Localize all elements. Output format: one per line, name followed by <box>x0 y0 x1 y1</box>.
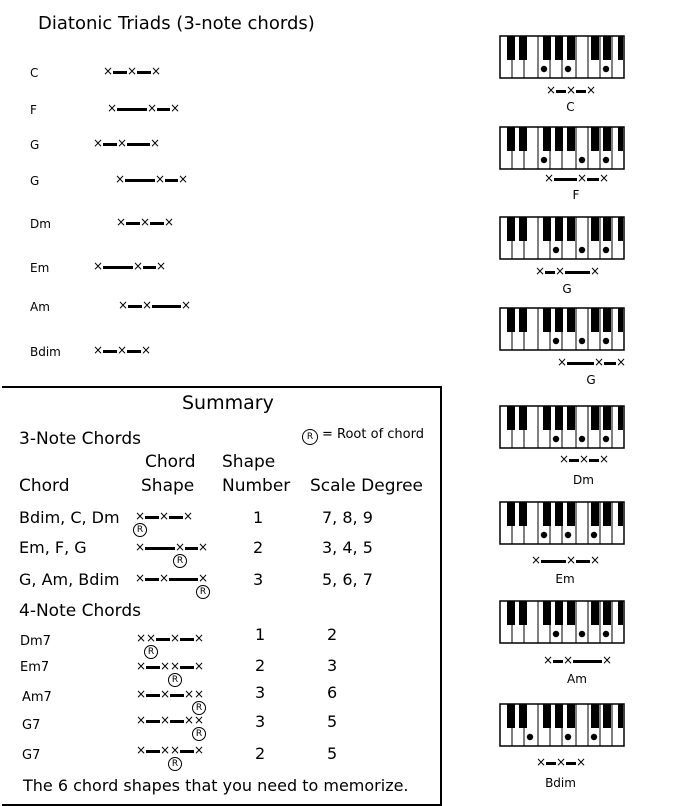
x-mark-icon: × <box>542 653 554 667</box>
x-mark-icon: × <box>158 571 170 585</box>
shape-connector <box>545 271 555 274</box>
page-title: Diatonic Triads (3-note chords) <box>38 13 315 34</box>
triad-label: Bdim <box>30 345 61 359</box>
x-mark-icon: × <box>92 343 104 357</box>
shape-connector <box>554 178 577 181</box>
x-mark-icon: × <box>106 101 118 115</box>
triad-label: G <box>30 138 40 152</box>
x-mark-icon: × <box>565 553 577 567</box>
shape-connector <box>589 459 599 462</box>
shape-connector <box>587 178 599 181</box>
shape-connector <box>103 350 117 353</box>
root-marker-icon: R <box>168 673 182 687</box>
keyboard-chord-label: Dm <box>573 473 594 487</box>
x-mark-icon: × <box>585 83 597 97</box>
col-shape-number-2: Number <box>222 476 291 496</box>
shape-connector <box>573 660 602 663</box>
keyboard-diagram <box>499 216 625 260</box>
x-mark-icon: × <box>146 101 158 115</box>
shape-connector <box>556 90 566 93</box>
x-mark-icon: × <box>135 687 147 701</box>
shape-connector <box>103 266 133 269</box>
x-mark-icon: × <box>183 687 195 701</box>
col-chord: Chord <box>19 476 70 496</box>
keyboard-chord-label: G <box>586 373 596 387</box>
summary-footer: The 6 chord shapes that you need to memorize. <box>23 776 409 795</box>
four-row-number: 3 <box>255 683 266 702</box>
x-mark-icon: × <box>145 631 157 645</box>
shape-connector <box>566 762 576 765</box>
four-row-degree: 5 <box>327 712 338 731</box>
four-row-degree: 5 <box>327 744 338 763</box>
x-mark-icon: × <box>135 631 147 645</box>
x-mark-icon: × <box>565 83 577 97</box>
x-mark-icon: × <box>556 355 568 369</box>
x-mark-icon: × <box>534 264 546 278</box>
x-mark-icon: × <box>562 653 574 667</box>
x-mark-icon: × <box>615 355 627 369</box>
four-row-number: 2 <box>255 744 266 763</box>
four-row-number: 2 <box>255 656 266 675</box>
root-symbol-icon: R <box>302 429 318 445</box>
three-note-heading: 3-Note Chords <box>19 429 141 449</box>
x-mark-icon: × <box>598 452 610 466</box>
shape-connector <box>127 350 141 353</box>
shape-connector <box>541 560 566 563</box>
keyboard-chord-label: F <box>572 188 580 202</box>
three-row-number: 2 <box>253 538 264 557</box>
x-mark-icon: × <box>117 298 129 312</box>
x-mark-icon: × <box>92 259 104 273</box>
x-mark-icon: × <box>159 713 171 727</box>
x-mark-icon: × <box>150 64 162 78</box>
keyboard-diagram <box>499 703 625 747</box>
shape-connector <box>565 271 590 274</box>
x-mark-icon: × <box>135 713 147 727</box>
three-row-chord: Bdim, C, Dm <box>19 508 120 527</box>
shape-connector <box>567 362 594 365</box>
shape-connector <box>137 71 151 74</box>
x-mark-icon: × <box>134 509 146 523</box>
x-mark-icon: × <box>197 571 209 585</box>
three-row-degree: 5, 6, 7 <box>322 570 373 589</box>
four-row-chord: G7 <box>22 718 41 733</box>
x-mark-icon: × <box>102 64 114 78</box>
keyboard-diagram <box>499 35 625 79</box>
keyboard-chord-label: Em <box>555 572 575 586</box>
shape-connector <box>576 560 590 563</box>
keyboard-diagram <box>499 405 625 449</box>
x-mark-icon: × <box>163 215 175 229</box>
shape-connector <box>127 143 150 146</box>
x-mark-icon: × <box>197 540 209 554</box>
keyboard-diagram <box>499 307 625 351</box>
four-row-degree: 2 <box>327 625 338 644</box>
three-row-number: 3 <box>253 570 264 589</box>
shape-connector <box>113 71 127 74</box>
x-mark-icon: × <box>545 83 557 97</box>
x-mark-icon: × <box>180 298 192 312</box>
x-mark-icon: × <box>193 659 205 673</box>
three-row-degree: 7, 8, 9 <box>322 508 373 527</box>
x-mark-icon: × <box>115 215 127 229</box>
four-row-chord: Dm7 <box>20 634 51 649</box>
shape-connector <box>157 108 170 111</box>
x-mark-icon: × <box>159 659 171 673</box>
x-mark-icon: × <box>132 259 144 273</box>
root-marker-icon: R <box>196 585 210 599</box>
shape-connector <box>576 90 586 93</box>
shape-connector <box>569 459 579 462</box>
x-mark-icon: × <box>193 743 205 757</box>
x-mark-icon: × <box>578 452 590 466</box>
triad-label: F <box>30 103 37 117</box>
root-marker-icon: R <box>192 727 206 741</box>
four-row-chord: Am7 <box>22 690 52 705</box>
keyboard-diagram <box>499 501 625 545</box>
x-mark-icon: × <box>543 171 555 185</box>
shape-connector <box>125 179 155 182</box>
x-mark-icon: × <box>141 298 153 312</box>
col-shape-number-1: Shape <box>222 452 276 472</box>
four-row-degree: 6 <box>327 683 338 702</box>
x-mark-icon: × <box>169 659 181 673</box>
x-mark-icon: × <box>149 136 161 150</box>
x-mark-icon: × <box>169 631 181 645</box>
three-row-degree: 3, 4, 5 <box>322 538 373 557</box>
keyboard-chord-label: Am <box>567 672 587 686</box>
x-mark-icon: × <box>155 259 167 273</box>
triad-label: Dm <box>30 217 51 231</box>
x-mark-icon: × <box>158 509 170 523</box>
root-legend: = Root of chord <box>322 427 424 442</box>
x-mark-icon: × <box>114 172 126 186</box>
triad-label: Em <box>30 261 50 275</box>
shape-connector <box>553 660 563 663</box>
keyboard-diagram <box>499 600 625 644</box>
keyboard-diagram <box>499 126 625 170</box>
triad-label: Am <box>30 300 50 314</box>
four-row-number: 3 <box>255 712 266 731</box>
keyboard-chord-label: C <box>566 100 575 114</box>
x-mark-icon: × <box>134 571 146 585</box>
shape-connector <box>143 266 156 269</box>
x-mark-icon: × <box>135 659 147 673</box>
x-mark-icon: × <box>182 509 194 523</box>
x-mark-icon: × <box>92 136 104 150</box>
x-mark-icon: × <box>134 540 146 554</box>
x-mark-icon: × <box>535 755 547 769</box>
shape-connector <box>546 762 556 765</box>
x-mark-icon: × <box>576 171 588 185</box>
x-mark-icon: × <box>159 687 171 701</box>
root-marker-icon: R <box>173 554 187 568</box>
col-scale-degree: Scale Degree <box>310 476 424 496</box>
shape-connector <box>117 108 147 111</box>
shape-connector <box>604 362 616 365</box>
x-mark-icon: × <box>193 687 205 701</box>
x-mark-icon: × <box>174 540 186 554</box>
shape-connector <box>165 179 178 182</box>
x-mark-icon: × <box>555 755 567 769</box>
four-row-degree: 3 <box>327 656 338 675</box>
shape-connector <box>150 222 164 225</box>
three-row-chord: Em, F, G <box>19 538 87 557</box>
x-mark-icon: × <box>177 172 189 186</box>
x-mark-icon: × <box>193 631 205 645</box>
x-mark-icon: × <box>589 553 601 567</box>
col-chord-shape-1: Chord <box>145 452 196 472</box>
x-mark-icon: × <box>575 755 587 769</box>
x-mark-icon: × <box>183 713 195 727</box>
x-mark-icon: × <box>139 215 151 229</box>
three-row-number: 1 <box>253 508 264 527</box>
four-row-chord: G7 <box>22 748 41 763</box>
summary-title: Summary <box>182 392 274 414</box>
x-mark-icon: × <box>159 743 171 757</box>
x-mark-icon: × <box>193 713 205 727</box>
x-mark-icon: × <box>558 452 570 466</box>
x-mark-icon: × <box>154 172 166 186</box>
root-marker-icon: R <box>168 757 182 771</box>
x-mark-icon: × <box>589 264 601 278</box>
triad-label: G <box>30 174 40 188</box>
x-mark-icon: × <box>126 64 138 78</box>
shape-connector <box>103 143 117 146</box>
keyboard-chord-label: G <box>562 282 572 296</box>
four-row-chord: Em7 <box>20 660 50 675</box>
shape-connector <box>152 305 181 308</box>
x-mark-icon: × <box>169 101 181 115</box>
root-marker-icon: R <box>144 645 158 659</box>
x-mark-icon: × <box>530 553 542 567</box>
root-marker-icon: R <box>133 523 147 537</box>
col-chord-shape-2: Shape <box>141 476 195 496</box>
shape-connector <box>126 222 140 225</box>
x-mark-icon: × <box>116 136 128 150</box>
x-mark-icon: × <box>116 343 128 357</box>
x-mark-icon: × <box>169 743 181 757</box>
x-mark-icon: × <box>135 743 147 757</box>
shape-connector <box>128 305 142 308</box>
triad-label: C <box>30 66 39 80</box>
keyboard-chord-label: Bdim <box>545 776 576 790</box>
four-note-heading: 4-Note Chords <box>19 601 141 621</box>
summary-panel <box>2 386 442 806</box>
x-mark-icon: × <box>601 653 613 667</box>
x-mark-icon: × <box>598 171 610 185</box>
x-mark-icon: × <box>593 355 605 369</box>
x-mark-icon: × <box>554 264 566 278</box>
three-row-chord: G, Am, Bdim <box>19 570 120 589</box>
root-marker-icon: R <box>192 701 206 715</box>
x-mark-icon: × <box>140 343 152 357</box>
four-row-number: 1 <box>255 625 266 644</box>
